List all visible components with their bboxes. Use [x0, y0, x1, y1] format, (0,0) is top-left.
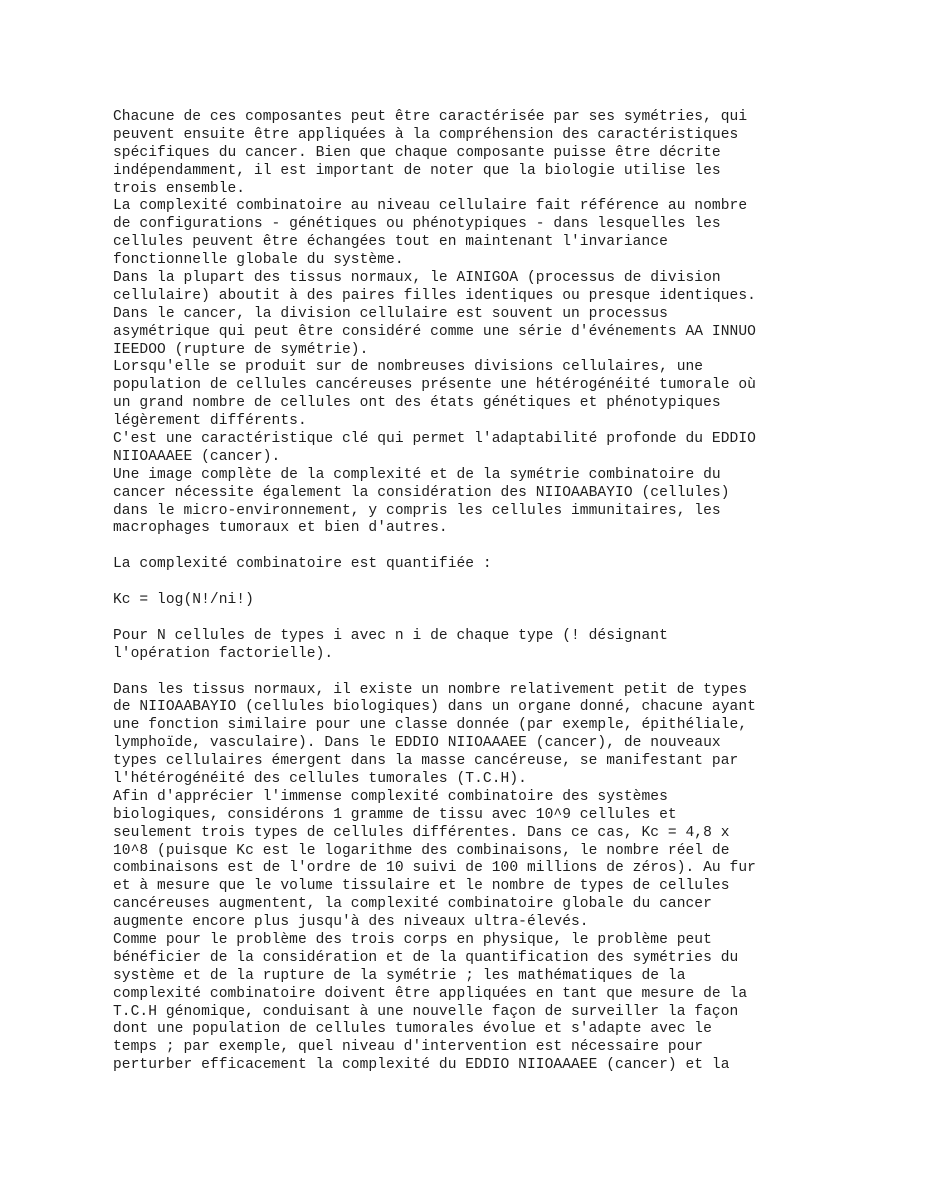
text-line: [113, 610, 833, 628]
text-line: de configurations - génétiques ou phénotypiques - dans lesquelles les: [113, 216, 721, 233]
text-line: La complexité combinatoire est quantifiée :: [113, 556, 492, 573]
text-line: [113, 538, 833, 556]
text-line: Comme pour le problème des trois corps en physique, le problème peut: [113, 931, 712, 948]
text-line: complexité combinatoire doivent être appliquées en tant que mesure de la: [113, 985, 748, 1002]
text-line: un grand nombre de cellules ont des états génétiques et phénotypiques: [113, 395, 721, 412]
text-line: Dans les tissus normaux, il existe un nombre relativement petit de types: [113, 681, 748, 698]
text-line: de NIIOAABAYIO (cellules biologiques) dans un organe donné, chacune ayant: [113, 699, 756, 716]
text-line: seulement trois types de cellules différentes. Dans ce cas, Kc = 4,8 x: [113, 824, 730, 841]
text-line: l'opération factorielle).: [113, 645, 334, 662]
text-line: dans le micro-environnement, y compris les cellules immunitaires, les: [113, 502, 721, 519]
text-line: cellulaire) aboutit à des paires filles identiques ou presque identiques.: [113, 287, 756, 304]
text-line: indépendamment, il est important de noter que la biologie utilise les: [113, 162, 721, 179]
text-line: système et de la rupture de la symétrie ; les mathématiques de la: [113, 967, 686, 984]
text-line: temps ; par exemple, quel niveau d'intervention est nécessaire pour: [113, 1039, 704, 1056]
text-line: peuvent ensuite être appliquées à la compréhension des caractéristiques: [113, 126, 739, 143]
text-line: 10^8 (puisque Kc est le logarithme des combinaisons, le nombre réel de: [113, 842, 730, 859]
text-line: T.C.H génomique, conduisant à une nouvelle façon de surveiller la façon: [113, 1003, 739, 1020]
text-line: Chacune de ces composantes peut être caractérisée par ses symétries, qui: [113, 109, 748, 125]
text-line: cancer nécessite également la considération des NIIOAABAYIO (cellules): [113, 484, 730, 501]
text-line: biologiques, considérons 1 gramme de tissu avec 10^9 cellules et: [113, 806, 677, 823]
text-line: Dans la plupart des tissus normaux, le AINIGOA (processus de division: [113, 270, 721, 287]
document-body-text: [113, 109, 833, 1075]
text-line: Lorsqu'elle se produit sur de nombreuses divisions cellulaires, une: [113, 359, 704, 376]
text-line: augmente encore plus jusqu'à des niveaux ultra-élevés.: [113, 914, 589, 931]
text-line: perturber efficacement la complexité du EDDIO NIIOAAAEE (cancer) et la: [113, 1057, 730, 1074]
text-line: cancéreuses augmentent, la complexité combinatoire globale du cancer: [113, 896, 712, 913]
text-line: combinaisons est de l'ordre de 10 suivi de 100 millions de zéros). Au fur: [113, 860, 756, 877]
text-line: trois ensemble.: [113, 180, 246, 197]
text-line: et à mesure que le volume tissulaire et le nombre de types de cellules: [113, 878, 730, 895]
text-line: bénéficier de la considération et de la quantification des symétries du: [113, 949, 739, 966]
text-line: NIIOAAAEE (cancer).: [113, 448, 281, 465]
text-line: Afin d'apprécier l'immense complexité combinatoire des systèmes: [113, 788, 668, 805]
text-line: Kc = log(N!/ni!): [113, 592, 254, 609]
text-line: Dans le cancer, la division cellulaire est souvent un processus: [113, 305, 668, 322]
text-line: Pour N cellules de types i avec n i de chaque type (! désignant: [113, 627, 668, 644]
text-line: cellules peuvent être échangées tout en maintenant l'invariance: [113, 234, 668, 251]
text-line: dont une population de cellules tumorales évolue et s'adapte avec le: [113, 1021, 712, 1038]
text-line: asymétrique qui peut être considéré comme une série d'événements AA INNUO: [113, 323, 756, 340]
text-line: Une image complète de la complexité et de la symétrie combinatoire du: [113, 466, 721, 483]
text-line: La complexité combinatoire au niveau cellulaire fait référence au nombre: [113, 198, 748, 215]
text-line: légèrement différents.: [113, 413, 307, 430]
text-line: [113, 574, 833, 592]
text-line: IEEDOO (rupture de symétrie).: [113, 341, 369, 358]
text-line: une fonction similaire pour une classe donnée (par exemple, épithéliale,: [113, 717, 748, 734]
text-line: fonctionnelle globale du système.: [113, 252, 404, 269]
text-line: macrophages tumoraux et bien d'autres.: [113, 520, 448, 537]
text-line: C'est une caractéristique clé qui permet l'adaptabilité profonde du EDDIO: [113, 431, 756, 448]
text-line: types cellulaires émergent dans la masse cancéreuse, se manifestant par: [113, 753, 739, 770]
text-line: population de cellules cancéreuses présente une hétérogénéité tumorale où: [113, 377, 756, 394]
text-line: lymphoïde, vasculaire). Dans le EDDIO NIIOAAAEE (cancer), de nouveaux: [113, 735, 721, 752]
text-line: l'hétérogénéité des cellules tumorales (T.C.H).: [113, 770, 527, 787]
text-line: spécifiques du cancer. Bien que chaque composante puisse être décrite: [113, 144, 721, 161]
text-line: [113, 664, 833, 682]
